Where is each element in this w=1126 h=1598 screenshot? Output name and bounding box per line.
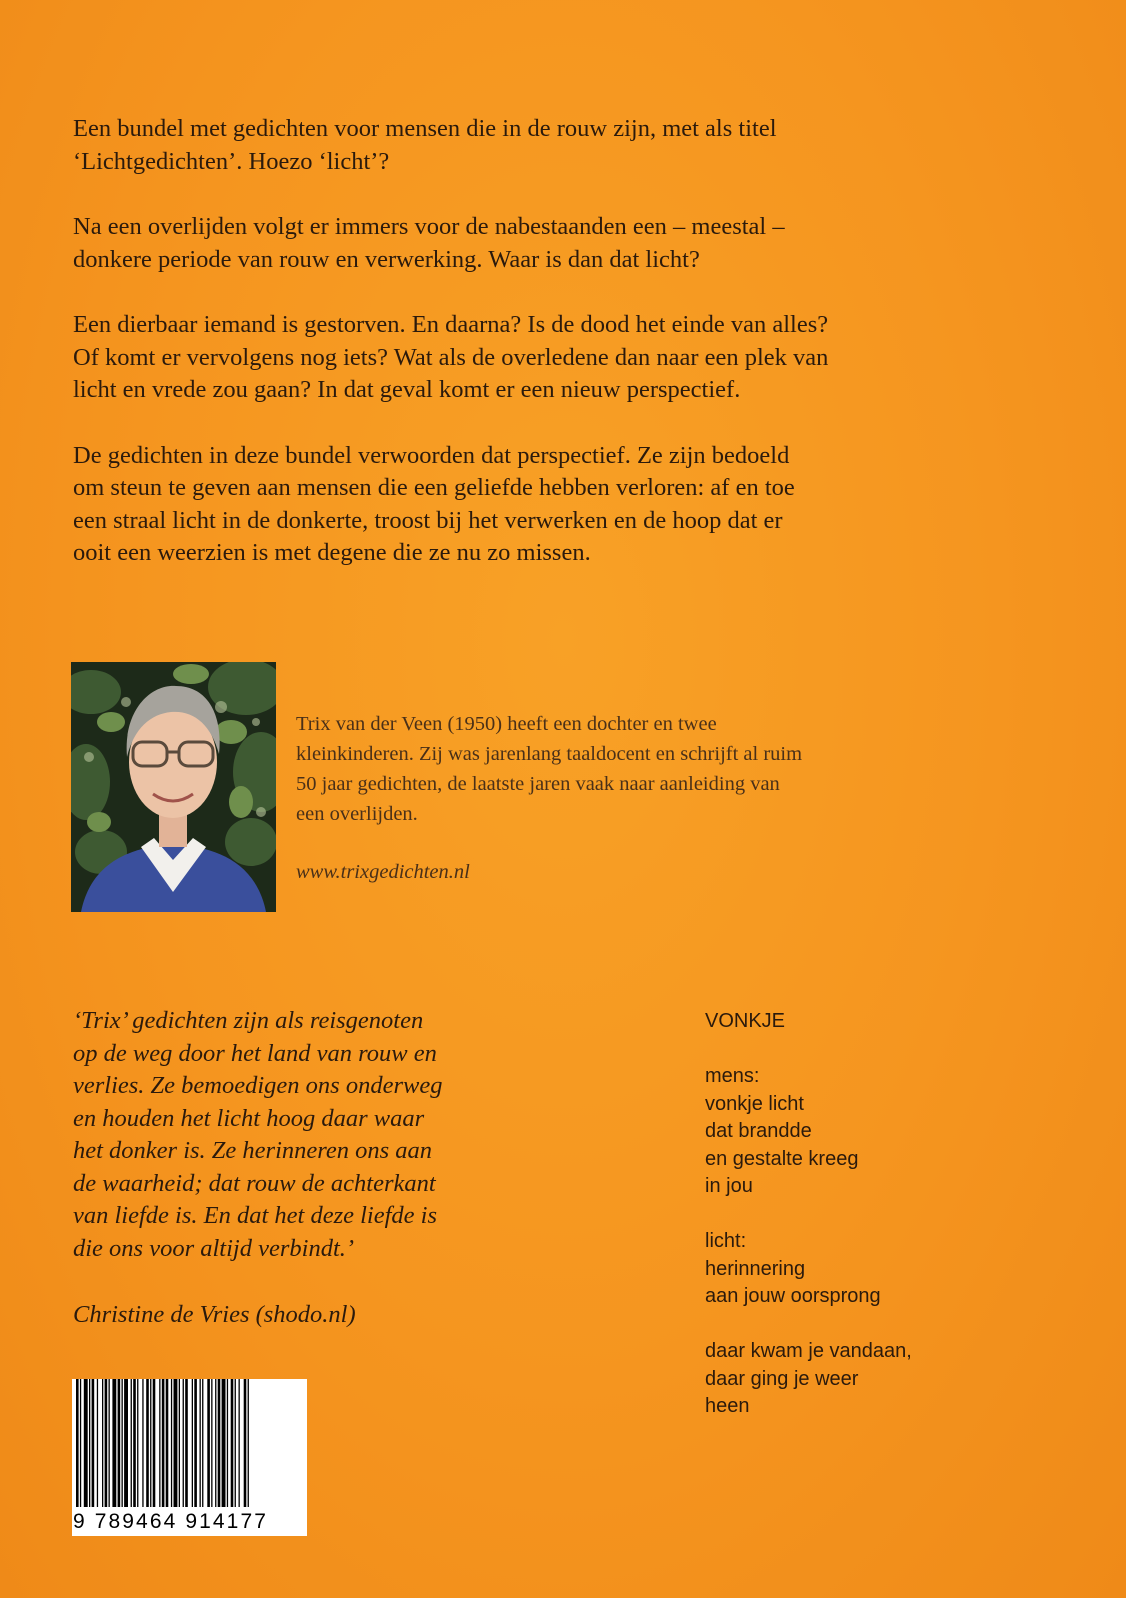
poem-stanza: mens: vonkje licht dat brandde en gestalte kreeg in jou	[705, 1065, 859, 1197]
blurb-paragraph: Na een overlijden volgt er immers voor de nabestaanden een – meestal – donkere periode van rouw en verwerking. Waar is dan dat licht?	[73, 213, 785, 273]
isbn-digits: 9 789464 914177	[73, 1510, 268, 1533]
poem-title: VONKJE	[705, 1010, 786, 1032]
poem-stanza: daar kwam je vandaan, daar ging je weer heen	[705, 1340, 912, 1417]
author-bio	[296, 709, 976, 829]
blurb-paragraph: Een dierbaar iemand is gestorven. En daarna? Is de dood het einde van alles? Of komt er vervolgens nog iets? Wat als de overledene dan naar een plek van licht en vrede zou gaan? In dat geval komt er een nieuw perspectief.	[73, 311, 829, 403]
poem-stanza: licht: herinnering aan jouw oorsprong	[705, 1230, 881, 1307]
blurb-paragraph: De gedichten in deze bundel verwoorden dat perspectief. Ze zijn bedoeld om steun te geven aan mensen die een geliefde hebben verloren: af en toe een straal licht in de donkerte, troost bij het verwerken en de hoop dat er ooit een weerzien is met degene die ze nu zo missen.	[73, 441, 795, 566]
endorsement-quote	[73, 1005, 553, 1265]
poem	[705, 1008, 1065, 1448]
author-photo	[71, 662, 276, 912]
quote-text: ‘Trix’ gedichten zijn als reisgenoten op de weg door het land van rouw en verlies. Ze bemoedigen ons onderweg en houden het licht hoog daar waar het donker is. Ze herinneren ons aan de waarheid; dat rouw de achterkant van liefde is. En dat het deze liefde is die ons voor altijd verbindt.’	[73, 1007, 443, 1262]
author-bio-text: Trix van der Veen (1950) heeft een dochter en twee kleinkinderen. Zij was jarenlang taaldocent en schrijft al ruim 50 jaar gedichten, de laatste jaren vaak naar aanleiding van een overlijden.	[296, 713, 803, 825]
quote-source: Christine de Vries (shodo.nl)	[73, 1301, 356, 1328]
blurb-paragraph: Een bundel met gedichten voor mensen die in de rouw zijn, met als titel ‘Lichtgedichten’. Hoezo ‘licht’?	[73, 115, 777, 175]
author-website-link[interactable]: www.trixgedichten.nl	[296, 861, 470, 883]
back-cover-blurb	[73, 113, 973, 603]
